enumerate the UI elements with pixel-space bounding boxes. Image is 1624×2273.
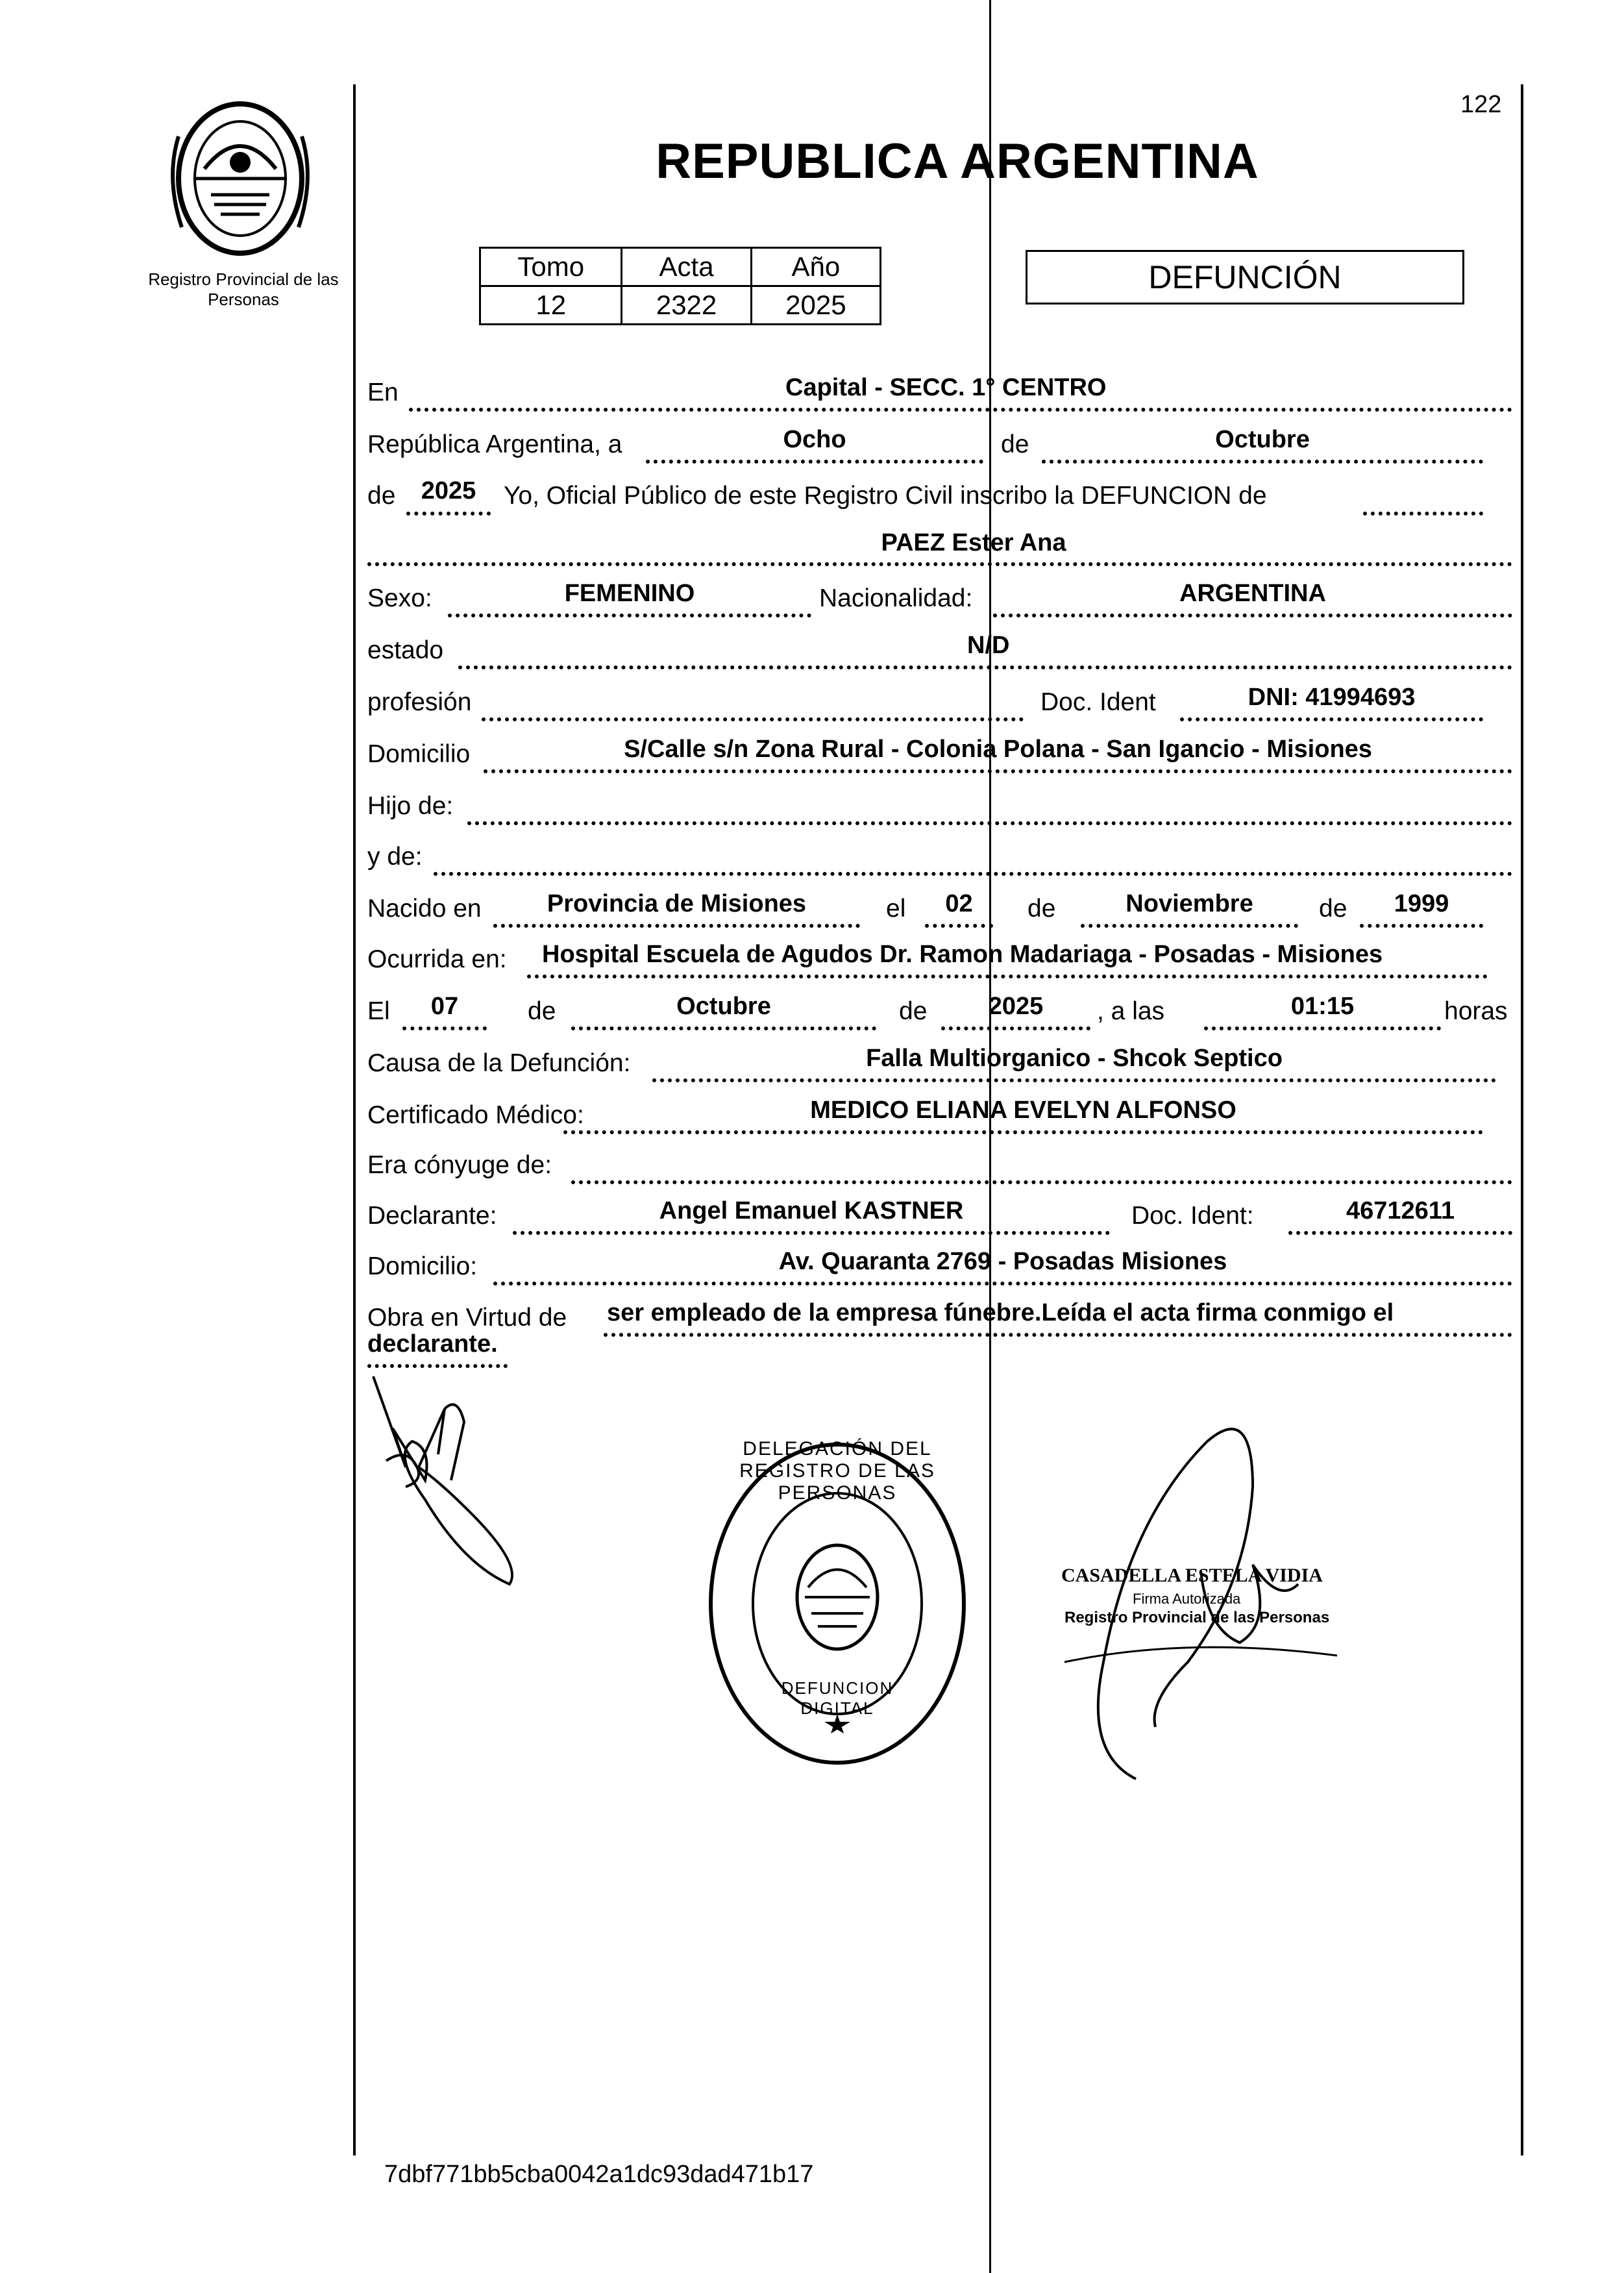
domicilio-label: Domicilio xyxy=(367,740,471,768)
nacido-label: Nacido en xyxy=(367,895,482,923)
estado-line xyxy=(458,665,1512,669)
certificado-value: MEDICO ELIANA EVELYN ALFONSO xyxy=(810,1097,1236,1124)
a-las-label: , a las xyxy=(1097,997,1165,1025)
dia-line xyxy=(646,460,983,464)
document-hash: 7dbf771bb5cba0042a1dc93dad471b17 xyxy=(384,2161,814,2188)
nacido-lugar-line xyxy=(493,924,860,928)
conyuge-label: Era cónyuge de: xyxy=(367,1151,552,1179)
estado-value: N/D xyxy=(967,632,1010,659)
anio-header: Año xyxy=(751,248,880,286)
obra-label: Obra en Virtud de xyxy=(367,1304,567,1332)
nacido-mes-value: Noviembre xyxy=(1126,890,1253,917)
hijo-de-line xyxy=(467,821,1512,825)
horas-label: horas xyxy=(1444,997,1508,1025)
nacionalidad-label: Nacionalidad: xyxy=(819,584,973,612)
nacido-dia-value: 02 xyxy=(945,890,973,917)
hijo-de-label: Hijo de: xyxy=(367,792,454,820)
causa-value: Falla Multiorganico - Shcok Septico xyxy=(866,1045,1283,1072)
def-de-label: de xyxy=(528,997,556,1025)
domicilio-line xyxy=(484,769,1512,773)
mes-de-label: de xyxy=(1001,430,1029,458)
lugar-value: Capital - SECC. 1° CENTRO xyxy=(785,374,1107,401)
sexo-label: Sexo: xyxy=(367,584,432,612)
sexo-value: FEMENINO xyxy=(564,580,695,607)
obra-line-2 xyxy=(367,1364,508,1368)
official-name: CASADELLA ESTELA VIDIA xyxy=(1061,1565,1323,1586)
ocurrida-value: Hospital Escuela de Agudos Dr. Ramon Madariaga - Posadas - Misiones xyxy=(542,941,1383,968)
obra-line-1 xyxy=(604,1333,1512,1337)
oficial-line xyxy=(1363,512,1483,515)
el-label: El xyxy=(367,997,390,1025)
official-role: Firma Autorizada xyxy=(1133,1591,1241,1607)
def-mes-value: Octubre xyxy=(676,993,771,1020)
nombre-value: PAEZ Ester Ana xyxy=(881,529,1066,556)
nacionalidad-value: ARGENTINA xyxy=(1179,580,1326,607)
tomo-value: 12 xyxy=(480,286,622,325)
oficial-text: Yo, Oficial Público de este Registro Civil inscribo la DEFUNCION de xyxy=(504,482,1267,510)
official-office: Registro Provincial de las Personas xyxy=(1064,1609,1330,1626)
declarante-value: Angel Emanuel KASTNER xyxy=(659,1197,964,1224)
dni-line xyxy=(1180,717,1483,721)
def-mes-line xyxy=(571,1026,876,1030)
nacido-anio-de-label: de xyxy=(1319,895,1347,923)
lugar-line xyxy=(409,408,1512,412)
profesion-label: profesión xyxy=(367,688,472,716)
ocurrida-line xyxy=(527,975,1488,978)
profesion-line xyxy=(482,717,1024,721)
def-anio-de-label: de xyxy=(899,997,928,1025)
fecha-prefix: República Argentina, a xyxy=(367,430,622,458)
page-number: 122 xyxy=(1460,91,1502,118)
causa-label: Causa de la Defunción: xyxy=(367,1049,631,1077)
left-margin-line xyxy=(353,84,356,2155)
decl-domicilio-value: Av. Quaranta 2769 - Posadas Misiones xyxy=(778,1248,1227,1275)
record-table xyxy=(479,247,881,325)
nombre-line xyxy=(367,562,1512,566)
certificado-line xyxy=(563,1130,1483,1134)
nacido-de-label: de xyxy=(1027,895,1056,923)
obra-value-line-1: ser empleado de la empresa fúnebre.Leída el acta firma conmigo el xyxy=(607,1299,1394,1326)
certificado-label: Certificado Médico: xyxy=(367,1101,584,1129)
declarante-doc-line xyxy=(1288,1231,1512,1235)
def-anio-value: 2025 xyxy=(988,993,1044,1020)
obra-value-line-2: declarante. xyxy=(367,1330,498,1358)
domicilio-value: S/Calle s/n Zona Rural - Colonia Polana - San Igancio - Misiones xyxy=(624,736,1372,763)
acta-header: Acta xyxy=(622,248,751,286)
estado-label: estado xyxy=(367,636,444,664)
declarante-line xyxy=(513,1231,1110,1235)
lugar-label: En xyxy=(367,379,399,406)
mes-value: Octubre xyxy=(1215,426,1310,453)
anio-de-label: de xyxy=(367,482,396,510)
misiones-emblem-icon xyxy=(166,97,315,260)
right-margin-line xyxy=(1521,84,1523,2155)
anio-value: 2025 xyxy=(421,477,476,504)
def-dia-line xyxy=(402,1026,487,1030)
hora-value: 01:15 xyxy=(1290,993,1355,1020)
acta-value: 2322 xyxy=(622,286,751,325)
declarant-signature-icon xyxy=(367,1370,548,1604)
doc-ident-label: Doc. Ident xyxy=(1040,688,1156,716)
hora-line xyxy=(1204,1026,1441,1030)
tomo-header: Tomo xyxy=(480,248,622,286)
seal-outer-text: DELEGACIÓN DEL REGISTRO DE LAS PERSONAS xyxy=(739,1438,935,1504)
def-dia-value: 07 xyxy=(430,993,459,1020)
y-de-label: y de: xyxy=(367,843,423,871)
nacionalidad-line xyxy=(993,614,1512,617)
dia-value: Ocho xyxy=(783,426,846,453)
record-type-box: DEFUNCIÓN xyxy=(1026,250,1464,304)
y-de-line xyxy=(434,872,1512,876)
nacido-mes-line xyxy=(1081,924,1298,928)
registry-name: Registro Provincial de las Personas xyxy=(148,269,339,309)
nacido-dia-line xyxy=(925,924,993,928)
conyuge-line xyxy=(571,1180,1512,1184)
dni-value: DNI: 41994693 xyxy=(1248,684,1416,711)
def-anio-line xyxy=(941,1026,1090,1030)
nacido-anio-line xyxy=(1360,924,1483,928)
page-title: REPUBLICA ARGENTINA xyxy=(656,134,1259,189)
decl-domicilio-line xyxy=(493,1282,1512,1286)
nacido-anio-value: 1999 xyxy=(1394,890,1449,917)
ocurrida-label: Ocurrida en: xyxy=(367,945,507,973)
mes-line xyxy=(1042,460,1483,464)
causa-line xyxy=(652,1078,1496,1082)
anio-value: 2025 xyxy=(751,286,880,325)
nacido-lugar-value: Provincia de Misiones xyxy=(547,890,807,917)
declarante-label: Declarante: xyxy=(367,1202,497,1230)
anio-line xyxy=(406,512,491,515)
declarante-doc-value: 46712611 xyxy=(1346,1197,1455,1224)
center-fold-line xyxy=(989,0,991,2273)
nacido-el-label: el xyxy=(886,895,906,923)
decl-domicilio-label: Domicilio: xyxy=(367,1252,478,1280)
seal-inner-text: DEFUNCION DIGITAL xyxy=(781,1678,894,1718)
sexo-line xyxy=(448,614,811,617)
declarante-doc-label: Doc. Ident: xyxy=(1131,1202,1254,1230)
